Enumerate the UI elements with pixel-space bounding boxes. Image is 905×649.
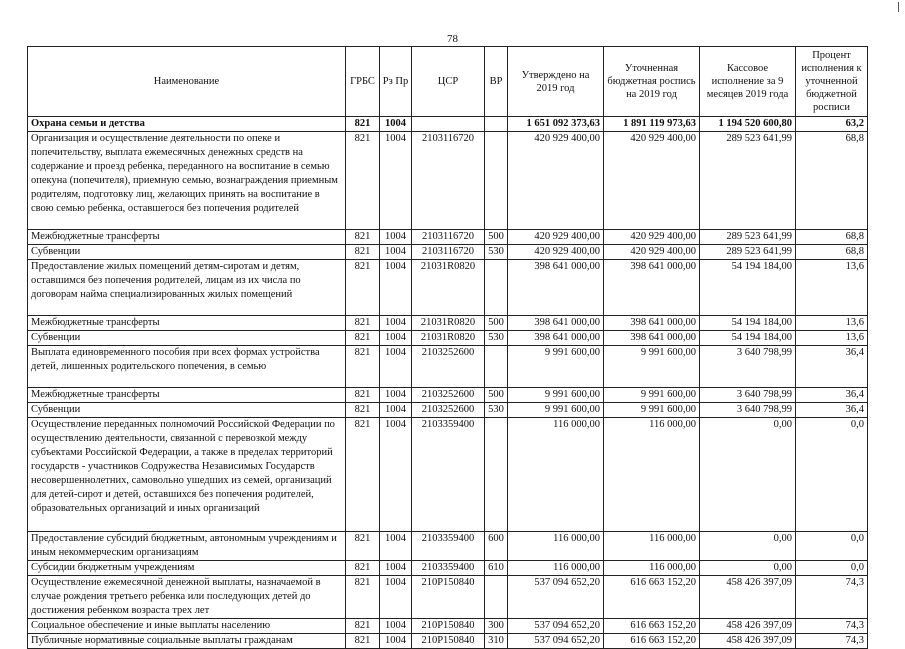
table-row <box>28 132 868 230</box>
cell-percent: 74,3 <box>796 576 868 619</box>
table-row <box>28 245 868 260</box>
col-header-percent: Процент исполнения к уточненной бюджетной росписи <box>796 47 868 117</box>
col-header-name: Наименование <box>28 47 346 117</box>
cell-percent: 74,3 <box>796 619 868 634</box>
cell-vr: 530 <box>485 331 508 346</box>
cell-name: Охрана семьи и детства <box>28 117 346 132</box>
cell-percent: 0,0 <box>796 561 868 576</box>
cell-cash: 3 640 798,99 <box>700 388 796 403</box>
cell-cash: 0,00 <box>700 532 796 561</box>
cell-name: Субвенции <box>28 403 346 418</box>
cell-approved: 398 641 000,00 <box>508 316 604 331</box>
cell-grbs: 821 <box>346 576 380 619</box>
cell-grbs: 821 <box>346 316 380 331</box>
cell-cash: 458 426 397,09 <box>700 576 796 619</box>
col-header-rzpr: Рз Пр <box>380 47 412 117</box>
cell-percent: 68,8 <box>796 230 868 245</box>
cell-cash: 289 523 641,99 <box>700 230 796 245</box>
cell-cash: 458 426 397,09 <box>700 634 796 649</box>
cell-approved: 116 000,00 <box>508 532 604 561</box>
cell-grbs: 821 <box>346 403 380 418</box>
cell-name: Выплата единовременного пособия при всех формах устройства детей, лишенных родительского попечения, в семью <box>28 346 346 388</box>
cell-name: Межбюджетные трансферты <box>28 230 346 245</box>
cell-grbs: 821 <box>346 260 380 316</box>
cell-refined: 616 663 152,20 <box>604 619 700 634</box>
cell-vr: 300 <box>485 619 508 634</box>
cell-percent: 68,8 <box>796 245 868 260</box>
cell-approved: 9 991 600,00 <box>508 388 604 403</box>
cell-approved: 116 000,00 <box>508 561 604 576</box>
page-number: 78 <box>447 33 458 45</box>
cell-rzpr: 1004 <box>380 260 412 316</box>
col-header-grbs: ГРБС <box>346 47 380 117</box>
table-row <box>28 331 868 346</box>
cell-approved: 537 094 652,20 <box>508 634 604 649</box>
table-row <box>28 561 868 576</box>
cell-vr: 610 <box>485 561 508 576</box>
cell-refined: 398 641 000,00 <box>604 331 700 346</box>
cell-csr: 2103359400 <box>412 418 485 532</box>
col-header-csr: ЦСР <box>412 47 485 117</box>
table-row <box>28 403 868 418</box>
cell-vr <box>485 346 508 388</box>
cell-rzpr: 1004 <box>380 576 412 619</box>
cell-name: Публичные нормативные социальные выплаты гражданам <box>28 634 346 649</box>
cell-csr: 210P150840 <box>412 634 485 649</box>
col-header-refined: Уточненная бюджетная роспись на 2019 год <box>604 47 700 117</box>
col-header-approved: Утверждено на 2019 год <box>508 47 604 117</box>
cell-name: Межбюджетные трансферты <box>28 388 346 403</box>
cell-refined: 616 663 152,20 <box>604 634 700 649</box>
cell-approved: 9 991 600,00 <box>508 403 604 418</box>
cell-name: Организация и осуществление деятельности по опеке и попечительству, выплата ежемесячных денежных средств на содержание и проезд ребенка, переданного на воспитание в семью опекуна (попечителя), приемную семью, вознаграждения приемным родителям, подготовку лиц, желающих принять на воспитание в свою семью ребенка, оставшегося без попечения родителей <box>28 132 346 230</box>
cell-rzpr: 1004 <box>380 403 412 418</box>
cell-rzpr: 1004 <box>380 132 412 230</box>
cell-approved: 420 929 400,00 <box>508 245 604 260</box>
cell-cash: 54 194 184,00 <box>700 260 796 316</box>
cell-refined: 420 929 400,00 <box>604 230 700 245</box>
cell-cash: 289 523 641,99 <box>700 245 796 260</box>
cell-grbs: 821 <box>346 117 380 132</box>
cell-approved: 537 094 652,20 <box>508 619 604 634</box>
cell-grbs: 821 <box>346 634 380 649</box>
cell-rzpr: 1004 <box>380 561 412 576</box>
col-header-vr: ВР <box>485 47 508 117</box>
cell-grbs: 821 <box>346 388 380 403</box>
cell-percent: 0,0 <box>796 532 868 561</box>
cell-vr <box>485 260 508 316</box>
cell-cash: 0,00 <box>700 561 796 576</box>
cell-csr: 2103252600 <box>412 346 485 388</box>
cell-approved: 420 929 400,00 <box>508 132 604 230</box>
cell-cash: 54 194 184,00 <box>700 316 796 331</box>
cell-grbs: 821 <box>346 230 380 245</box>
scan-edge-mark <box>898 2 899 12</box>
cell-refined: 398 641 000,00 <box>604 316 700 331</box>
cell-grbs: 821 <box>346 132 380 230</box>
cell-refined: 116 000,00 <box>604 532 700 561</box>
cell-rzpr: 1004 <box>380 331 412 346</box>
cell-csr: 2103116720 <box>412 230 485 245</box>
cell-refined: 116 000,00 <box>604 561 700 576</box>
table-row <box>28 532 868 561</box>
cell-percent: 13,6 <box>796 316 868 331</box>
cell-cash: 54 194 184,00 <box>700 331 796 346</box>
cell-vr: 500 <box>485 230 508 245</box>
cell-percent: 13,6 <box>796 331 868 346</box>
table-row <box>28 388 868 403</box>
cell-csr: 21031R0820 <box>412 260 485 316</box>
header-row <box>28 47 868 117</box>
table-row <box>28 117 868 132</box>
cell-vr <box>485 576 508 619</box>
cell-grbs: 821 <box>346 532 380 561</box>
cell-rzpr: 1004 <box>380 418 412 532</box>
cell-approved: 9 991 600,00 <box>508 346 604 388</box>
cell-csr: 21031R0820 <box>412 316 485 331</box>
cell-rzpr: 1004 <box>380 117 412 132</box>
cell-csr: 2103116720 <box>412 132 485 230</box>
cell-csr: 210P150840 <box>412 576 485 619</box>
budget-execution-table <box>27 46 868 649</box>
cell-rzpr: 1004 <box>380 316 412 331</box>
cell-grbs: 821 <box>346 561 380 576</box>
cell-cash: 289 523 641,99 <box>700 132 796 230</box>
cell-percent: 63,2 <box>796 117 868 132</box>
cell-rzpr: 1004 <box>380 388 412 403</box>
cell-csr: 2103252600 <box>412 403 485 418</box>
table-row <box>28 418 868 532</box>
cell-cash: 458 426 397,09 <box>700 619 796 634</box>
cell-refined: 616 663 152,20 <box>604 576 700 619</box>
cell-refined: 9 991 600,00 <box>604 403 700 418</box>
cell-name: Субвенции <box>28 331 346 346</box>
table-row <box>28 576 868 619</box>
cell-refined: 9 991 600,00 <box>604 388 700 403</box>
cell-vr <box>485 418 508 532</box>
cell-cash: 3 640 798,99 <box>700 403 796 418</box>
cell-refined: 398 641 000,00 <box>604 260 700 316</box>
cell-vr: 310 <box>485 634 508 649</box>
cell-csr: 2103252600 <box>412 388 485 403</box>
cell-percent: 68,8 <box>796 132 868 230</box>
table-row <box>28 619 868 634</box>
cell-approved: 398 641 000,00 <box>508 331 604 346</box>
cell-name: Предоставление субсидий бюджетным, автономным учреждениям и иным некоммерческим организациям <box>28 532 346 561</box>
cell-name: Межбюджетные трансферты <box>28 316 346 331</box>
table-row <box>28 316 868 331</box>
table-row <box>28 634 868 649</box>
cell-name: Осуществление переданных полномочий Российской Федерации по осуществлению деятельности, связанной с перевозкой между субъектами Российской Федерации, а также в пределах территорий государств - участников Содружества Независимых Государств несовершеннолетних, самовольно ушедших из семей, организаций для детей-сирот и детей, оставшихся без попечения родителей, образовательных организаций и иных организаций <box>28 418 346 532</box>
cell-rzpr: 1004 <box>380 619 412 634</box>
cell-percent: 13,6 <box>796 260 868 316</box>
cell-cash: 0,00 <box>700 418 796 532</box>
cell-approved: 116 000,00 <box>508 418 604 532</box>
cell-rzpr: 1004 <box>380 346 412 388</box>
cell-csr: 21031R0820 <box>412 331 485 346</box>
cell-rzpr: 1004 <box>380 245 412 260</box>
cell-csr: 210P150840 <box>412 619 485 634</box>
cell-name: Социальное обеспечение и иные выплаты населению <box>28 619 346 634</box>
cell-csr: 2103359400 <box>412 532 485 561</box>
cell-name: Субвенции <box>28 245 346 260</box>
cell-refined: 1 891 119 973,63 <box>604 117 700 132</box>
cell-csr: 2103359400 <box>412 561 485 576</box>
cell-grbs: 821 <box>346 346 380 388</box>
cell-grbs: 821 <box>346 245 380 260</box>
cell-name: Осуществление ежемесячной денежной выплаты, назначаемой в случае рождения третьего ребенка или последующих детей до достижения ребенком возраста трех лет <box>28 576 346 619</box>
cell-grbs: 821 <box>346 331 380 346</box>
cell-name: Субсидии бюджетным учреждениям <box>28 561 346 576</box>
table-row <box>28 260 868 316</box>
cell-cash: 1 194 520 600,80 <box>700 117 796 132</box>
cell-vr <box>485 117 508 132</box>
cell-cash: 3 640 798,99 <box>700 346 796 388</box>
cell-refined: 420 929 400,00 <box>604 132 700 230</box>
col-header-cash: Кассовое исполнение за 9 месяцев 2019 года <box>700 47 796 117</box>
cell-rzpr: 1004 <box>380 634 412 649</box>
cell-percent: 36,4 <box>796 346 868 388</box>
cell-vr: 600 <box>485 532 508 561</box>
cell-percent: 36,4 <box>796 388 868 403</box>
cell-refined: 420 929 400,00 <box>604 245 700 260</box>
cell-csr: 2103116720 <box>412 245 485 260</box>
cell-vr: 500 <box>485 316 508 331</box>
cell-refined: 116 000,00 <box>604 418 700 532</box>
cell-refined: 9 991 600,00 <box>604 346 700 388</box>
cell-grbs: 821 <box>346 619 380 634</box>
cell-approved: 398 641 000,00 <box>508 260 604 316</box>
cell-grbs: 821 <box>346 418 380 532</box>
cell-vr: 530 <box>485 245 508 260</box>
cell-rzpr: 1004 <box>380 230 412 245</box>
cell-approved: 1 651 092 373,63 <box>508 117 604 132</box>
table-row <box>28 346 868 388</box>
cell-percent: 36,4 <box>796 403 868 418</box>
cell-vr: 530 <box>485 403 508 418</box>
cell-csr <box>412 117 485 132</box>
cell-vr: 500 <box>485 388 508 403</box>
cell-approved: 537 094 652,20 <box>508 576 604 619</box>
table-row <box>28 230 868 245</box>
cell-rzpr: 1004 <box>380 532 412 561</box>
cell-approved: 420 929 400,00 <box>508 230 604 245</box>
cell-percent: 74,3 <box>796 634 868 649</box>
cell-name: Предоставление жилых помещений детям-сиротам и детям, оставшимся без попечения родителей, лицам из их числа по договорам найма специализированных жилых помещений <box>28 260 346 316</box>
cell-percent: 0,0 <box>796 418 868 532</box>
cell-vr <box>485 132 508 230</box>
